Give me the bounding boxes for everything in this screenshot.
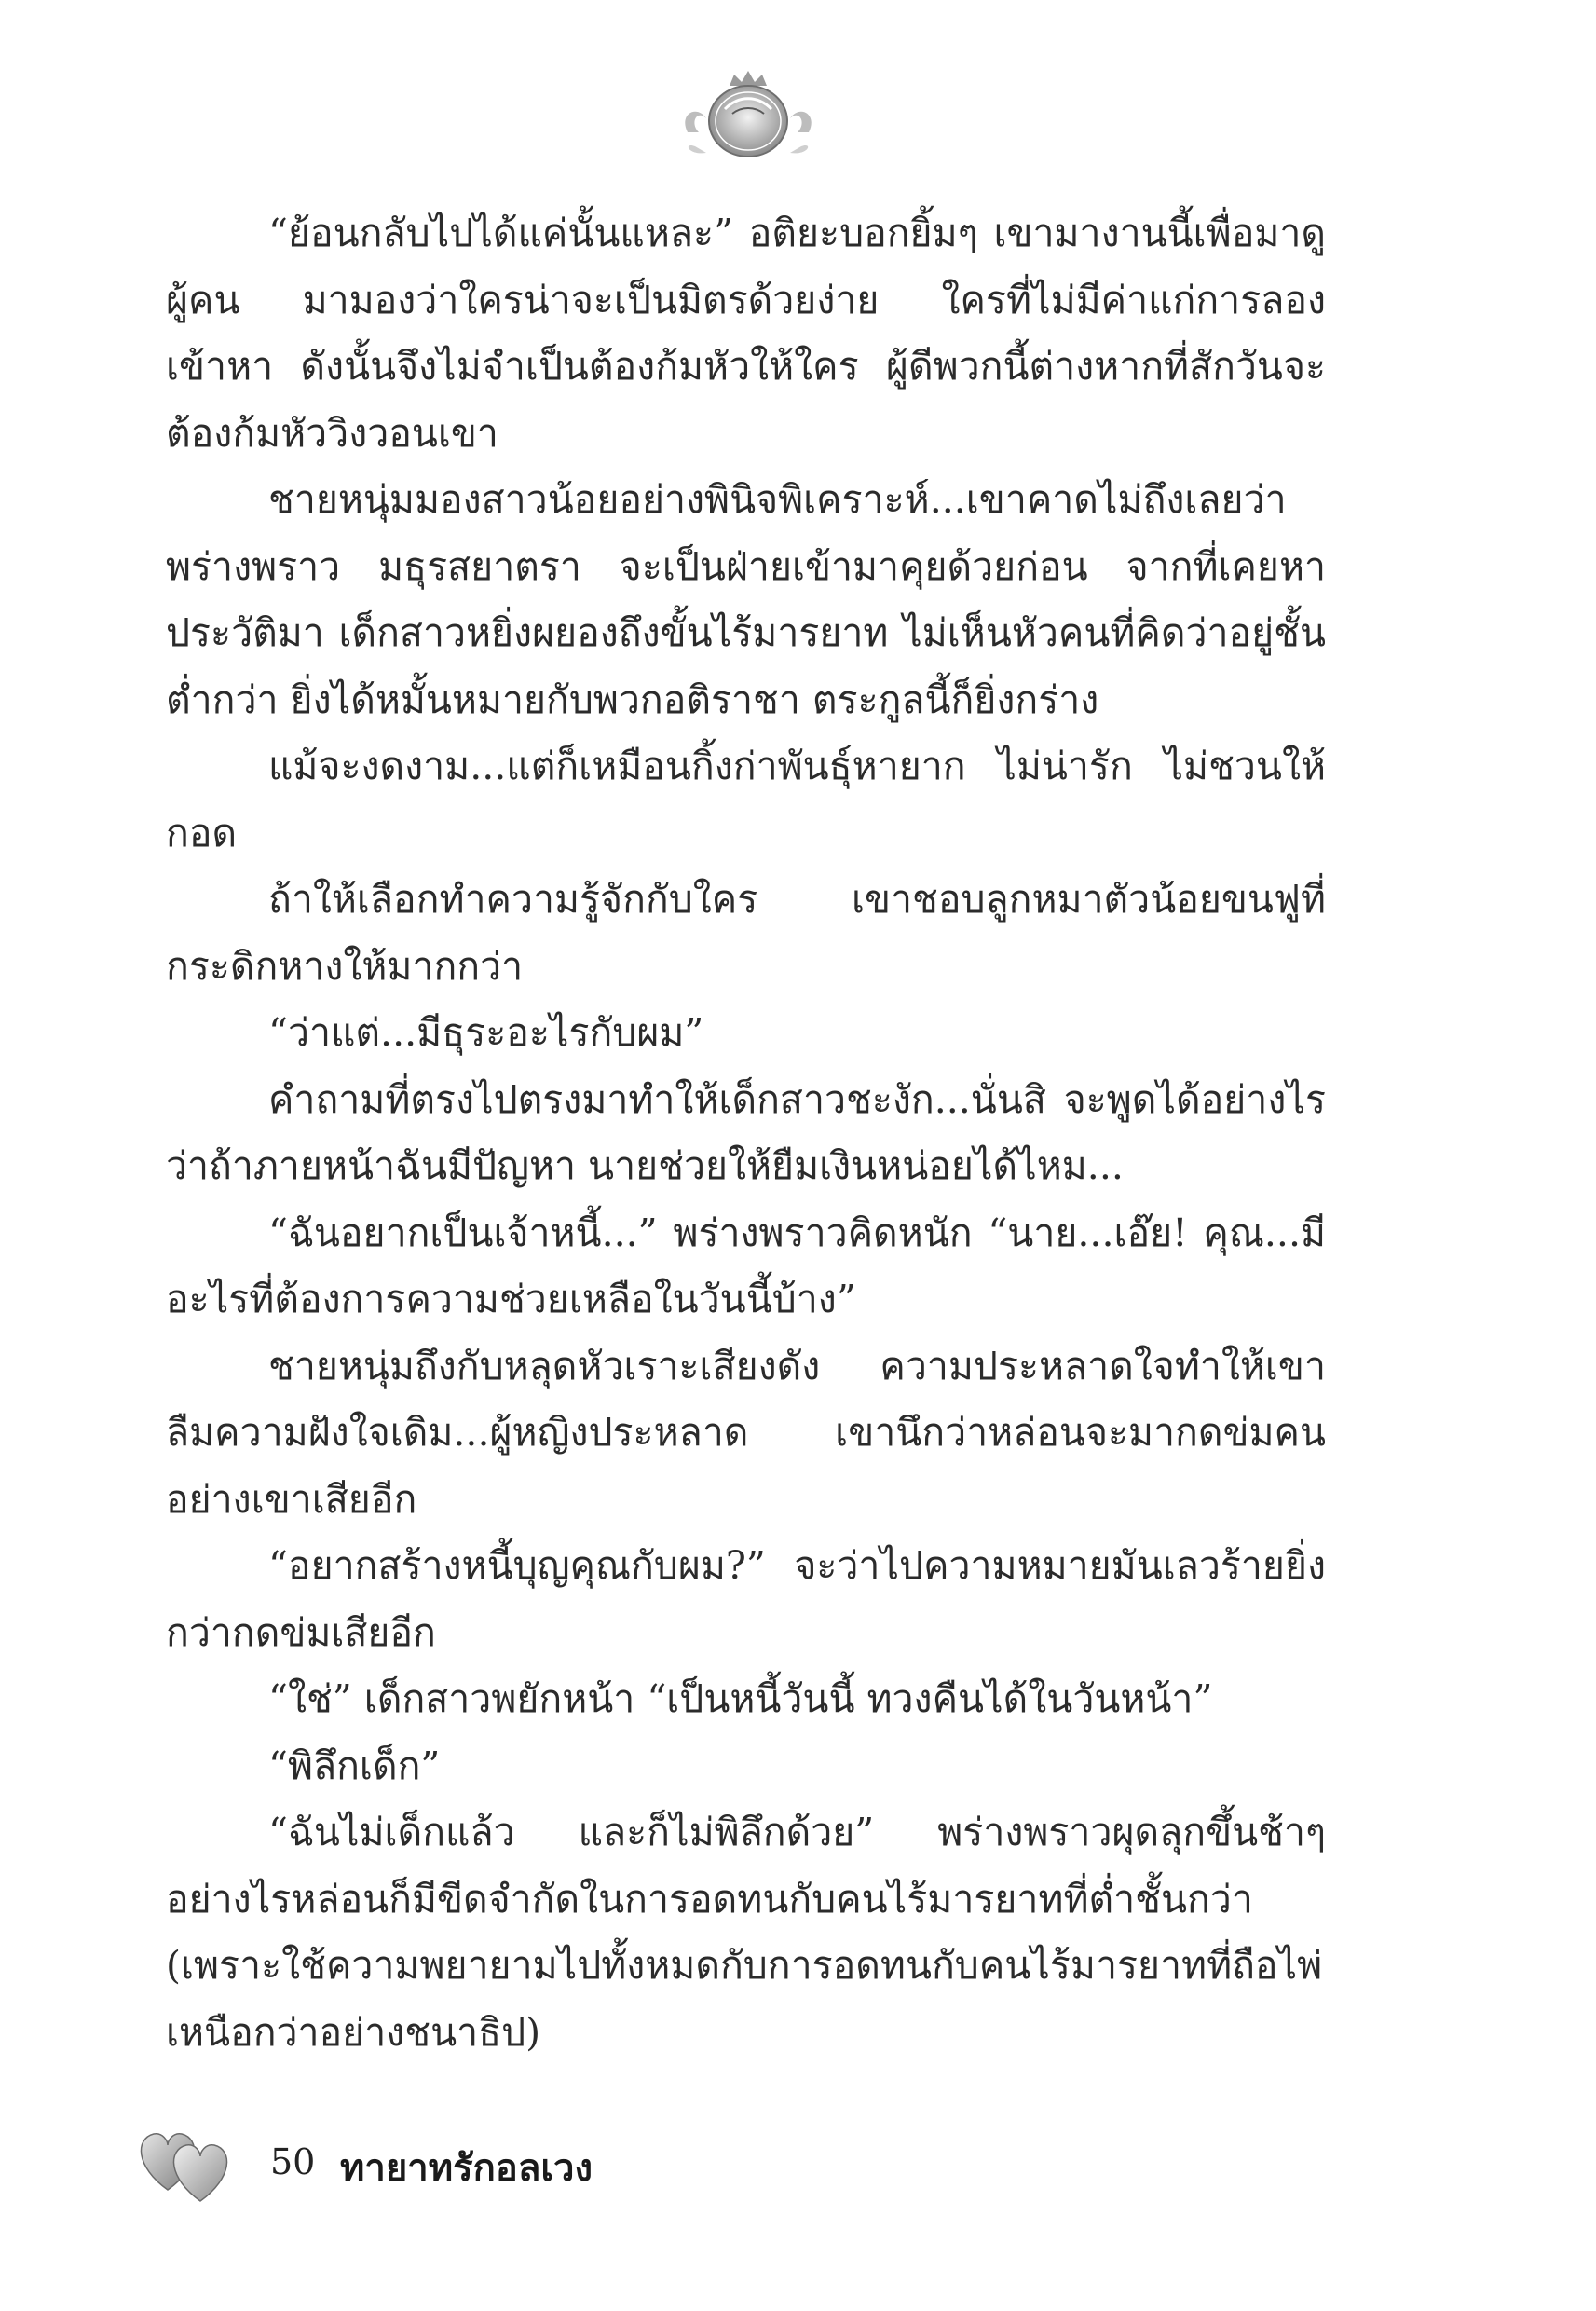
page-number: 50 (270, 2141, 316, 2182)
paragraph: “ฉันไม่เด็กแล้ว และก็ไม่พิลึกด้วย” พร่างพราวผุดลุกขึ้นช้าๆ อย่างไรหล่อนก็มีขีดจำกัดในการอดทนกับคนไร้มารยาทที่ต่ำชั้นกว่า (เพราะใช้ความพยายามไปทั้งหมดกับการอดทนกับคนไร้มารยาทที่ถือไพ่เหนือกว่าอย่างชนาธิป) (166, 1810, 1326, 2055)
two-hearts-icon (130, 2115, 242, 2208)
paragraph: “อยากสร้างหนี้บุญคุณกับผม?” จะว่าไปความหมายมันเลวร้ายยิ่งกว่ากดข่มเสียอีก (166, 1543, 1326, 1655)
paragraph: “ย้อนกลับไปได้แค่นั้นแหละ” อติยะบอกยิ้มๆ เขามางานนี้เพื่อมาดูผู้คน มามองว่าใครน่าจะเป็นมิตรด้วยง่าย ใครที่ไม่มีค่าแก่การลองเข้าหา ดังนั้นจึงไม่จำเป็นต้องก้มหัวให้ใคร ผู้ดีพวกนี้ต่างหากที่สักวันจะต้องก้มหัววิงวอนเขา (166, 211, 1326, 456)
paragraph: “ว่าแต่...มีธุระอะไรกับผม” (268, 1010, 704, 1055)
body-text (166, 200, 1326, 2066)
paragraph: “ฉันอยากเป็นเจ้าหนี้...” พร่างพราวคิดหนัก “นาย...เอ๊ย! คุณ...มีอะไรที่ต้องการความช่วยเหลือในวันนี้บ้าง” (166, 1210, 1326, 1321)
paragraph: “พิลึกเด็ก” (268, 1743, 441, 1788)
publisher-emblem-icon (678, 67, 818, 170)
page-footer (130, 2115, 783, 2208)
paragraph: ชายหนุ่มมองสาวน้อยอย่างพินิจพิเคราะห์...เขาคาดไม่ถึงเลยว่า พร่างพราว มธุรสยาตรา จะเป็นฝ่ายเข้ามาคุยด้วยก่อน จากที่เคยหาประวัติมา เด็กสาวหยิ่งผยองถึงขั้นไร้มารยาท ไม่เห็นหัวคนที่คิดว่าอยู่ชั้นต่ำกว่า ยิ่งได้หมั้นหมายกับพวกอติราชา ตระกูลนี้ก็ยิ่งกร่าง (166, 477, 1326, 722)
paragraph: ชายหนุ่มถึงกับหลุดหัวเราะเสียงดัง ความประหลาดใจทำให้เขาลืมความฝังใจเดิม...ผู้หญิงประหลาด เขานึกว่าหล่อนจะมากดข่มคนอย่างเขาเสียอีก (166, 1343, 1326, 1522)
book-title: ทายาทรักอลเวง (340, 2147, 593, 2190)
paragraph: แม้จะงดงาม...แต่ก็เหมือนกิ้งก่าพันธุ์หายาก ไม่น่ารัก ไม่ชวนให้กอด (166, 744, 1326, 855)
paragraph: “ใช่” เด็กสาวพยักหน้า “เป็นหนี้วันนี้ ทวงคืนได้ในวันหน้า” (268, 1676, 1213, 1721)
paragraph: คำถามที่ตรงไปตรงมาทำให้เด็กสาวชะงัก...นั่นสิ จะพูดได้อย่างไรว่าถ้าภายหน้าฉันมีปัญหา นายช่วยให้ยืมเงินหน่อยได้ไหม... (166, 1076, 1326, 1188)
paragraph: ถ้าให้เลือกทำความรู้จักกับใคร เขาชอบลูกหมาตัวน้อยขนฟูที่กระดิกหางให้มากกว่า (166, 877, 1326, 989)
